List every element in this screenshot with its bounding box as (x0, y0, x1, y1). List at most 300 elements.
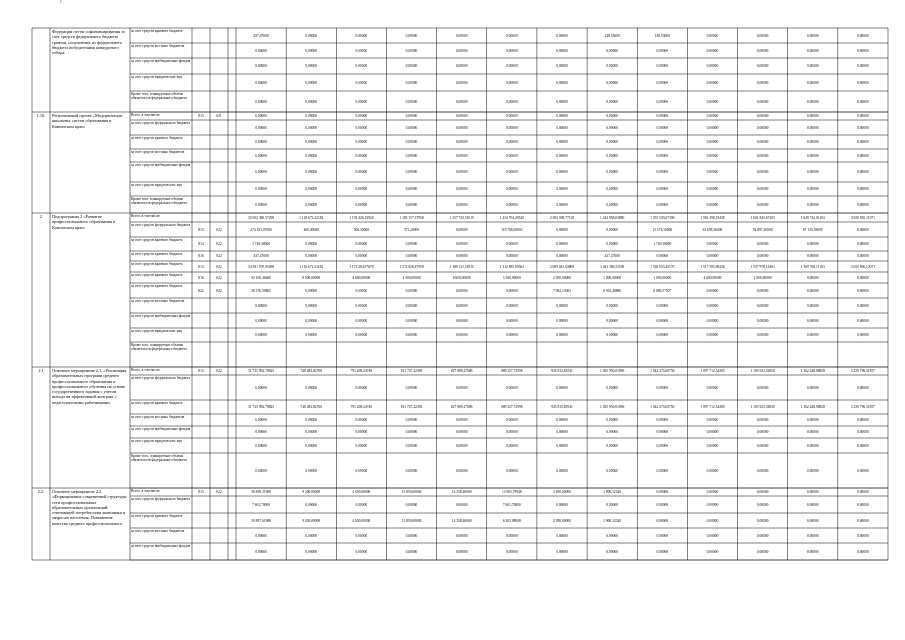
amount-cell: 0,00000 (656, 490, 669, 494)
amount-cell: 8 080,57507 (653, 288, 672, 293)
amount-cell: 0,00000 (756, 170, 769, 174)
amount-cell: 0,00000 (255, 99, 267, 104)
amount-cell: 0,00000 (706, 549, 719, 554)
amount-cell: 0,00000 (806, 140, 819, 144)
amount-cell: 0,00000 (606, 80, 618, 85)
amount-cell: 0,00000 (806, 533, 819, 538)
budget-code: 022 (216, 264, 222, 269)
amount-cell: 0,00000 (756, 140, 769, 144)
amount-cell: 2 900,00000 (753, 275, 772, 280)
amount-cell: 0,00000 (806, 318, 819, 323)
amount-cell: 0,00000 (305, 170, 318, 174)
amount-cell: 0,00000 (756, 318, 769, 323)
amount-cell: 0,00000 (505, 125, 518, 130)
amount-cell: 4 650,00000 (352, 518, 371, 523)
amount-cell: 0,00000 (756, 430, 769, 434)
budget-code: 813 (198, 227, 204, 232)
budget-code: 022 (216, 490, 222, 494)
funding-source-label: за счет средств местных бюджетов (131, 149, 185, 154)
amount-cell: 0,00000 (305, 385, 318, 390)
amount-cell: 0,00000 (656, 533, 669, 538)
amount-cell: 0,00000 (806, 48, 819, 53)
amount-cell: 0,00000 (405, 430, 418, 434)
amount-cell: 0,00000 (606, 64, 618, 68)
amount-cell: 0,00000 (556, 48, 568, 53)
amount-cell: 0,00000 (706, 430, 719, 434)
amount-cell: 0,00000 (355, 533, 368, 538)
amount-cell: 1 434 704,29520 (499, 215, 524, 220)
amount-cell: 1 035 950,01096 (600, 369, 625, 373)
amount-cell: 0,00000 (255, 202, 267, 207)
amount-cell: 0,00000 (606, 202, 618, 207)
amount-cell: 0,00000 (656, 114, 669, 118)
amount-cell: 92 160,46600 (251, 275, 271, 280)
amount-cell: 0,00000 (806, 518, 819, 523)
amount-cell: 0,00000 (305, 288, 318, 293)
row-number: 2.2. (37, 489, 45, 494)
amount-cell: 0,00000 (606, 385, 618, 390)
amount-cell: 0,00000 (556, 242, 568, 246)
amount-cell: 0,00000 (706, 288, 719, 293)
amount-cell: 1 000,00000 (603, 275, 622, 280)
amount-cell: 1 097 712,54400 (700, 405, 725, 409)
amount-cell: 1 000,00000 (653, 275, 672, 280)
funding-source-label: за счет средств местных бюджетов (131, 528, 185, 533)
amount-cell: 0,00000 (505, 202, 518, 207)
amount-cell: 0,00000 (706, 202, 719, 207)
amount-cell: 0,00000 (606, 430, 618, 434)
amount-cell: 0,00000 (455, 333, 468, 337)
budget-code: 022 (216, 254, 222, 258)
amount-cell: 0,00000 (405, 153, 418, 158)
amount-cell: 0,00000 (857, 227, 869, 232)
budget-code: 813 (198, 264, 204, 269)
amount-cell: 0,00000 (857, 99, 869, 104)
amount-cell: 0,00000 (857, 187, 869, 191)
funding-source-label: за счет средств юридических лиц (131, 74, 183, 79)
amount-cell: 15 850,00000 (401, 490, 422, 494)
amount-cell: 0,00000 (505, 288, 518, 293)
amount-cell: 0,00000 (706, 333, 719, 337)
amount-cell: 0,00000 (505, 533, 518, 538)
amount-cell: 0,00000 (857, 468, 869, 473)
funding-source-label: Кроме того, планируемые объемы обязательств федерального бюджета (131, 453, 187, 462)
amount-cell: 0,00000 (255, 48, 267, 53)
amount-cell: 889 257,72996 (501, 369, 523, 373)
budget-code: 814 (198, 242, 204, 246)
amount-cell: 0,00000 (305, 318, 318, 323)
amount-cell: 0,00000 (305, 549, 318, 554)
amount-cell: 0,00000 (656, 502, 669, 507)
amount-cell: 0,00000 (857, 333, 869, 337)
amount-cell: 0,00000 (656, 468, 669, 473)
amount-cell: 0,00000 (756, 468, 769, 473)
amount-cell: 0,00000 (355, 288, 368, 293)
amount-cell: 0,00000 (656, 170, 669, 174)
amount-cell: 2 089 041,94809 (549, 264, 575, 269)
amount-cell: 0,00000 (505, 254, 518, 258)
amount-cell: 0,00000 (706, 33, 719, 38)
amount-cell: 0,00000 (857, 33, 869, 38)
amount-cell: 0,00000 (656, 549, 669, 554)
funding-source-label: за счет средств федерального бюджета (131, 120, 191, 125)
amount-cell: 0,00000 (606, 502, 618, 507)
amount-cell: 0,00000 (455, 153, 468, 158)
budget-code: 816 (198, 275, 204, 280)
amount-cell: 1 444 958,03880 (600, 215, 625, 220)
amount-cell: 0,00000 (556, 125, 568, 130)
amount-cell: 0,00000 (305, 418, 318, 422)
amount-cell: 50 897,61988 (251, 518, 271, 523)
amount-cell: 0,00000 (355, 99, 368, 104)
funding-source-label: за счет средств внебюджетных фондов (131, 58, 191, 63)
amount-cell: 1 162 448,98828 (800, 369, 825, 373)
amount-cell: 0,00000 (355, 468, 368, 473)
funding-source-label: за счет средств внебюджетных фондов (131, 162, 191, 167)
funding-source-label: за счет средств краевого бюджета (131, 283, 183, 288)
amount-cell: 6 933,48880 (603, 288, 622, 293)
amount-cell: 0,00000 (255, 385, 267, 390)
amount-cell: 0,00000 (706, 254, 719, 258)
amount-cell: 0,00000 (505, 80, 518, 85)
amount-cell: 0,00000 (405, 333, 418, 337)
amount-cell: 0,00000 (756, 533, 769, 538)
amount-cell: 0,00000 (505, 33, 518, 38)
amount-cell: 3 650 806,12071 (850, 264, 876, 269)
funding-source-label: за счет средств федерального бюджета (131, 222, 191, 227)
amount-cell: 0,00000 (355, 318, 368, 323)
amount-cell: 0,00000 (656, 418, 669, 422)
amount-cell: 0,00000 (505, 468, 518, 473)
amount-cell: 148,53000 (654, 33, 670, 38)
amount-cell: 1 189 121,51815 (449, 264, 474, 269)
amount-cell: 0,00000 (255, 533, 267, 538)
amount-cell: 0,00000 (857, 125, 869, 130)
amount-cell: 0,00000 (857, 518, 869, 523)
amount-cell: 0,00000 (857, 385, 869, 390)
amount-cell: 0,00000 (706, 125, 719, 130)
amount-cell: 0,00000 (606, 187, 618, 191)
amount-cell: 0,00000 (756, 48, 769, 53)
amount-cell: 0,00000 (405, 242, 418, 246)
amount-cell: 0,00000 (656, 48, 669, 53)
amount-cell: 8 600,00000 (452, 275, 471, 280)
amount-cell: 0,00000 (606, 125, 618, 130)
amount-cell: 0,00000 (556, 99, 568, 104)
amount-cell: 0,00000 (255, 333, 267, 337)
amount-cell: 0,00000 (405, 114, 418, 118)
amount-cell: 0,00000 (255, 140, 267, 144)
amount-cell: 0,00000 (756, 549, 769, 554)
amount-cell: 0,00000 (305, 242, 318, 246)
amount-cell: 14 358,40000 (451, 490, 472, 494)
amount-cell: 0,00000 (656, 80, 669, 85)
amount-cell: 7 601,70000 (502, 502, 521, 507)
program-name: Подпрограмма 2 «Развитие профессионального образования в Камчатском крае» (52, 214, 116, 230)
funding-source-label: за счет средств краевого бюджета (131, 400, 183, 405)
funding-source-label: за счет средств краевого бюджета (131, 237, 183, 242)
amount-cell: 0,00000 (355, 502, 368, 507)
amount-cell: 0,00000 (806, 275, 819, 280)
amount-cell: 0,00000 (355, 549, 368, 554)
amount-cell: 0,00000 (355, 64, 368, 68)
amount-cell: 0,00000 (656, 187, 669, 191)
amount-cell: 0,00000 (756, 114, 769, 118)
amount-cell: 0,00000 (405, 288, 418, 293)
amount-cell: 0,00000 (606, 333, 618, 337)
amount-cell: 0,00000 (556, 443, 568, 448)
amount-cell: 0,00000 (556, 114, 568, 118)
amount-cell: 0,00000 (405, 80, 418, 85)
amount-cell: 0,00000 (756, 303, 769, 308)
funding-source-label: за счет средств краевого бюджета (131, 135, 183, 140)
amount-cell: 1 538 053,45170 (650, 264, 675, 269)
amount-cell: 0,00000 (656, 64, 669, 68)
amount-cell: 0,00000 (606, 48, 618, 53)
amount-cell: 0,00000 (857, 502, 869, 507)
amount-cell: 0,00000 (756, 242, 769, 246)
amount-cell: 0,00000 (706, 318, 719, 323)
amount-cell: 0,00000 (355, 303, 368, 308)
amount-cell: 0,00000 (806, 114, 819, 118)
amount-cell: 0,00000 (505, 153, 518, 158)
amount-cell: 0,00000 (305, 303, 318, 308)
amount-cell: 0,00000 (606, 533, 618, 538)
amount-cell: 0,00000 (806, 33, 819, 38)
amount-cell: 9 200,00000 (302, 490, 321, 494)
amount-cell: 1 555 503,07390 (650, 215, 675, 220)
page-top-mark: 1 (60, 0, 62, 4)
amount-cell: 0,00000 (656, 318, 669, 323)
amount-cell: 0,00000 (606, 418, 618, 422)
amount-cell: 0,00000 (556, 318, 568, 323)
amount-cell: 0,00000 (606, 170, 618, 174)
amount-cell: 0,00000 (857, 430, 869, 434)
amount-cell: 0,00000 (556, 430, 568, 434)
amount-cell: 0,00000 (756, 99, 769, 104)
funding-source-label: за счет средств юридических лиц (131, 438, 183, 443)
amount-cell: 0,00000 (505, 170, 518, 174)
budget-code: 022 (216, 242, 222, 246)
amount-cell: 0,00000 (505, 430, 518, 434)
amount-cell: 0,00000 (355, 114, 368, 118)
amount-cell: 1 105 923,52850 (750, 405, 775, 409)
amount-cell: 1 237 723,51015 (449, 215, 474, 220)
amount-cell: 67 135,58000 (802, 227, 823, 232)
funding-source-label: за счет средств местных бюджетов (131, 43, 185, 48)
amount-cell: 0,00000 (455, 385, 468, 390)
funding-source-label: Кроме того, планируемые объемы обязательств федерального бюджета (131, 196, 187, 205)
amount-cell: 0,00000 (606, 549, 618, 554)
row-number: 1.16. (36, 113, 46, 118)
amount-cell: 506,30000 (353, 227, 369, 232)
amount-cell: 0,00000 (606, 303, 618, 308)
amount-cell: 0,00000 (255, 125, 267, 130)
funding-source-label: за счет средств краевого бюджета (131, 28, 183, 33)
amount-cell: 0,00000 (756, 202, 769, 207)
amount-cell: 0,00000 (355, 170, 368, 174)
amount-cell: 0,00000 (405, 549, 418, 554)
amount-cell: 0,00000 (255, 468, 267, 473)
amount-cell: 1 749,38000 (252, 242, 271, 246)
funding-source-label: за счет средств юридических лиц (131, 328, 183, 333)
amount-cell: 0,00000 (806, 418, 819, 422)
amount-cell: 0,00000 (756, 125, 769, 130)
amount-cell: 0,00000 (806, 288, 819, 293)
funding-source-label: Всего, в том числе: (131, 112, 161, 117)
amount-cell: 0,00000 (806, 187, 819, 191)
amount-cell: 7 601,70000 (252, 502, 271, 507)
amount-cell: 0,00000 (706, 153, 719, 158)
amount-cell: 0,00000 (505, 418, 518, 422)
amount-cell: 0,00000 (405, 64, 418, 68)
amount-cell: 0,00000 (806, 153, 819, 158)
program-name: Основное мероприятие 2.1. «Реализация образовательных программ среднего профессионального образования и профессионального обучения на основе государственного задания с учетом выхода на эффективный контракт с педагогическими работниками» (52, 368, 127, 405)
amount-cell: 1 569 768,11163 (800, 264, 825, 269)
amount-cell: 34 581 070,05498 (248, 264, 275, 269)
amount-cell: 0,00000 (756, 418, 769, 422)
amount-cell: 297,07000 (253, 33, 269, 38)
amount-cell: 1 649 743,01163 (800, 215, 825, 220)
amount-cell: 0,00000 (756, 254, 769, 258)
amount-cell: 0,00000 (857, 303, 869, 308)
amount-cell: 0,00000 (405, 170, 418, 174)
amount-cell: 9 200,00000 (302, 518, 321, 523)
amount-cell: 0,00000 (405, 125, 418, 130)
amount-cell: 0,00000 (405, 502, 418, 507)
amount-cell: 0,00000 (305, 153, 318, 158)
amount-cell: 0,00000 (255, 187, 267, 191)
funding-source-label: за счет средств внебюджетных фондов (131, 313, 191, 318)
amount-cell: 0,00000 (706, 170, 719, 174)
funding-source-label: за счет средств федерального бюджета (131, 375, 191, 380)
amount-cell: 31 725 992,79825 (248, 405, 275, 409)
amount-cell: 0,00000 (706, 80, 719, 85)
amount-cell: 0,00000 (806, 333, 819, 337)
amount-cell: 0,00000 (857, 275, 869, 280)
amount-cell: 0,00000 (606, 443, 618, 448)
amount-cell: 1 172 826,87958 (399, 264, 424, 269)
amount-cell: 0,00000 (505, 303, 518, 308)
amount-cell: 1 582 398,19438 (700, 215, 725, 220)
amount-cell: 0,00000 (556, 468, 568, 473)
amount-cell: 1 312 895,69562 (499, 264, 524, 269)
amount-cell: 0,00000 (806, 170, 819, 174)
amount-cell: 0,00000 (455, 303, 468, 308)
funding-source-label: Кроме того, планируемые объемы обязательств федерального бюджета (131, 91, 187, 100)
amount-cell: 0,00000 (606, 227, 618, 232)
amount-cell: 0,00000 (606, 153, 618, 158)
amount-cell: 0,00000 (405, 303, 418, 308)
amount-cell: 0,00000 (556, 254, 568, 258)
amount-cell: 811 747,22339 (400, 369, 423, 373)
amount-cell: 3 239 796,31857 (850, 369, 876, 373)
amount-cell: 0,00000 (556, 187, 568, 191)
amount-cell: 1 042 273,69750 (650, 405, 675, 409)
amount-cell: 0,00000 (756, 443, 769, 448)
amount-cell: 0,00000 (255, 114, 267, 118)
amount-cell: 0,00000 (505, 140, 518, 144)
amount-cell: 0,00000 (556, 227, 568, 232)
amount-cell: 0,00000 (455, 502, 468, 507)
amount-cell: 0,00000 (355, 385, 368, 390)
funding-source-label: за счет средств федерального бюджета (131, 496, 191, 501)
amount-cell: 0,00000 (405, 33, 418, 38)
row-number: 2.1 (38, 368, 44, 373)
amount-cell: 0,00000 (305, 48, 318, 53)
amount-cell: 31 725 992,79825 (248, 369, 275, 373)
amount-cell: 0,00000 (455, 254, 468, 258)
amount-cell: 0,00000 (706, 187, 719, 191)
amount-cell: 0,00000 (756, 153, 769, 158)
amount-cell: 0,00000 (405, 385, 418, 390)
amount-cell: 0,00000 (857, 242, 869, 246)
amount-cell: 0,00000 (806, 80, 819, 85)
amount-cell: 3 650 810,11071 (850, 215, 875, 220)
amount-cell: 0,00000 (455, 80, 468, 85)
amount-cell: 0,00000 (606, 99, 618, 104)
amount-cell: 0,00000 (756, 33, 769, 38)
amount-cell: 0,00000 (706, 114, 719, 118)
amount-cell: 0,00000 (255, 64, 267, 68)
amount-cell: 0,00000 (606, 318, 618, 323)
amount-cell: 0,00000 (255, 418, 267, 422)
funding-source-label: за счет средств краевого бюджета (131, 272, 183, 277)
amount-cell: 0,00000 (305, 80, 318, 85)
amount-cell: 274 193,07000 (250, 227, 272, 232)
amount-cell: 748 483,82700 (300, 405, 322, 409)
amount-cell: 0,00000 (857, 153, 869, 158)
amount-cell: 0,00000 (806, 202, 819, 207)
amount-cell: 0,00000 (706, 64, 719, 68)
amount-cell: 0,00000 (806, 385, 819, 390)
amount-cell: 945 815,85541 (551, 405, 573, 409)
amount-cell: 0,00000 (656, 125, 669, 130)
amount-cell: 0,00000 (355, 202, 368, 207)
row-number: 2 (39, 214, 43, 219)
amount-cell: 0,00000 (857, 418, 869, 422)
funding-source-label: Всего, в том числе: (131, 488, 161, 493)
amount-cell: 1 105 923,52850 (750, 369, 775, 373)
amount-cell: 0,00000 (656, 333, 669, 337)
budget-code: 822 (198, 288, 204, 293)
amount-cell: 0,00000 (455, 202, 468, 207)
amount-cell: 0,00000 (806, 502, 819, 507)
budget-code: 021 (216, 114, 222, 118)
amount-cell: 0,00000 (355, 254, 368, 258)
amount-cell: 0,00000 (455, 418, 468, 422)
amount-cell: 437,47000 (604, 254, 620, 258)
amount-cell: 0,00000 (455, 64, 468, 68)
amount-cell: 0,00000 (706, 303, 719, 308)
amount-cell: 1 192 426,13920 (349, 215, 374, 220)
amount-cell: 0,00000 (806, 254, 819, 258)
amount-cell: 2 950,00000 (553, 275, 571, 280)
amount-cell: 0,00000 (806, 303, 819, 308)
amount-cell: 0,00000 (756, 518, 769, 523)
budget-code: 022 (216, 275, 222, 280)
amount-cell: 0,00000 (556, 170, 568, 174)
amount-cell: 0,00000 (355, 140, 368, 144)
amount-cell: 0,00000 (455, 114, 468, 118)
amount-cell: 791 208,24740 (350, 369, 373, 373)
amount-cell: 0,00000 (255, 430, 267, 434)
amount-cell: 0,00000 (656, 430, 669, 434)
amount-cell: 54 897,20000 (752, 227, 773, 232)
amount-cell: 4 650,00000 (352, 490, 371, 494)
amount-cell: 0,00000 (455, 125, 468, 130)
amount-cell: 0,00000 (305, 468, 318, 473)
